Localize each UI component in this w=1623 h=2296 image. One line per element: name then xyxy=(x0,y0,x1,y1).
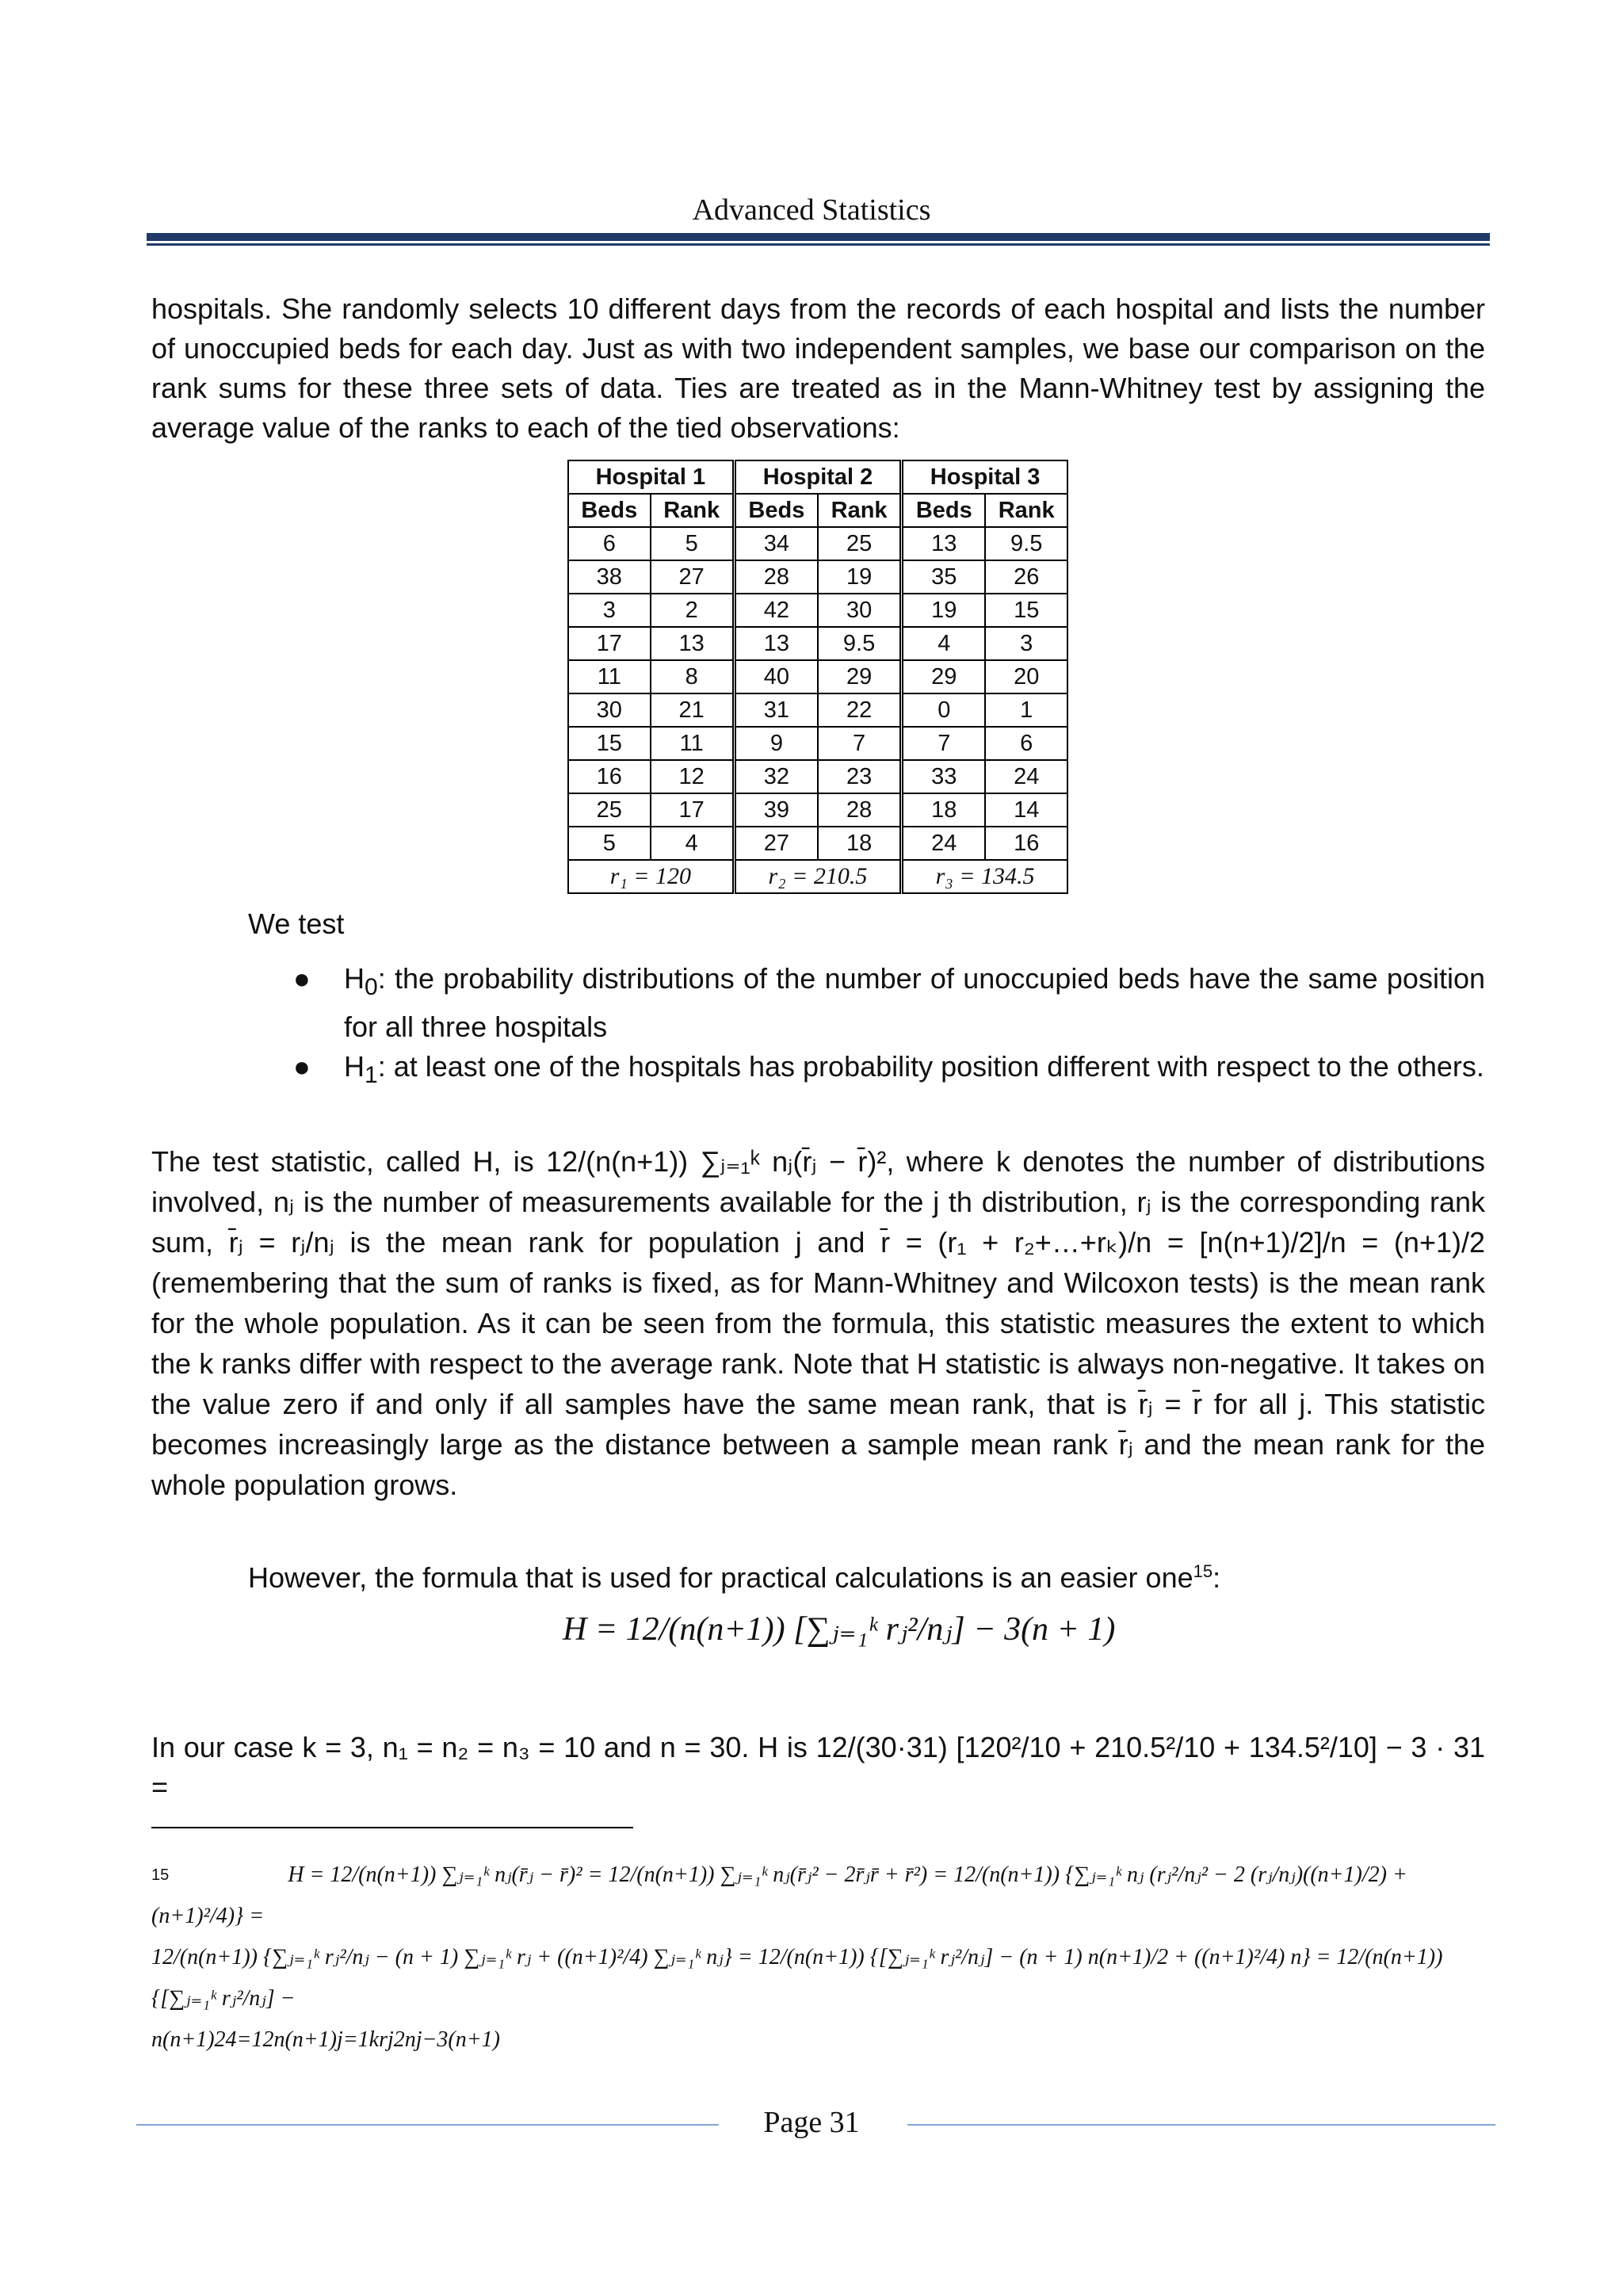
rank-sum-row xyxy=(568,860,1067,893)
table-cell: 31 xyxy=(734,693,818,727)
col-header: Rank xyxy=(818,494,902,527)
table-cell: 7 xyxy=(818,727,902,760)
table-cell: 13 xyxy=(651,627,735,660)
table-cell: 3 xyxy=(985,627,1067,660)
header-rule-thin xyxy=(147,243,1490,246)
table-cell: 11 xyxy=(651,727,735,760)
table-cell: 4 xyxy=(651,827,735,860)
page-number: Page 31 xyxy=(763,2106,860,2139)
table-cell: 17 xyxy=(651,793,735,827)
table-cell: 25 xyxy=(818,527,902,560)
table-cell: 29 xyxy=(902,660,986,693)
table-cell: 0 xyxy=(902,693,986,727)
table-cell: 27 xyxy=(734,827,818,860)
table-cell: 8 xyxy=(651,660,735,693)
table-cell: 25 xyxy=(568,793,651,827)
intro-paragraph: hospitals. She randomly selects 10 different days from the records of each hospital and lists the number of unoccupied beds for each day. Just as with two independent samples, we base our comparison on the rank sums for these three sets of data. Ties are treated as in the Mann-Whitney test by assigning the average value of the ranks to each of the tied observations: xyxy=(151,292,1485,444)
table-cell: 18 xyxy=(818,827,902,860)
table-cell: 39 xyxy=(734,793,818,827)
table-cell: 14 xyxy=(985,793,1067,827)
h-formula: H = 12/(n(n+1)) [∑ⱼ₌₁ᵏ rⱼ²/nⱼ] − 3(n + 1) xyxy=(563,1611,1116,1648)
group-hospital-1: Hospital 1 xyxy=(568,460,734,494)
col-header: Rank xyxy=(651,494,735,527)
table-cell: 9 xyxy=(734,727,818,760)
table-row xyxy=(568,793,1067,827)
table-row xyxy=(568,594,1067,627)
col-header: Beds xyxy=(568,494,651,527)
ranks-table xyxy=(567,460,1068,894)
header-rule xyxy=(147,233,1490,241)
table-cell: 19 xyxy=(902,594,986,627)
table-subheader-row xyxy=(568,494,1067,527)
table-cell: 6 xyxy=(985,727,1067,760)
footnote-line-2: 12/(n(n+1)) {∑ⱼ₌₁ᵏ rⱼ²/nⱼ − (n + 1) ∑ⱼ₌₁ᵏ rⱼ + ((n+1)²/4) ∑ⱼ₌₁ᵏ nⱼ} = 12/(n(n+1)) {[∑ⱼ₌₁ᵏ rⱼ²/nⱼ] − (n + 1) n(n+1)/2 + ((n+1)²/4) n} = 12/(n(n+1)) {[∑ⱼ₌₁ᵏ rⱼ²/nⱼ] − xyxy=(151,1945,1443,2011)
table-cell: 21 xyxy=(651,693,735,727)
table-row xyxy=(568,827,1067,860)
table-cell: 1 xyxy=(985,693,1067,727)
table-cell: 2 xyxy=(651,594,735,627)
table-cell: 4 xyxy=(902,627,986,660)
table-cell: 34 xyxy=(734,527,818,560)
table-cell: 28 xyxy=(818,793,902,827)
table-row xyxy=(568,527,1067,560)
footnote-ref: 15 xyxy=(1193,1561,1213,1581)
table-cell: 20 xyxy=(985,660,1067,693)
footnote-15 xyxy=(151,1855,1485,2061)
rank-sum-1: r₁ = 120 xyxy=(568,860,734,893)
table-cell: 11 xyxy=(568,660,651,693)
footnote-number: 15 xyxy=(151,1866,170,1884)
table-cell: 13 xyxy=(734,627,818,660)
calculation-paragraph: In our case k = 3, n₁ = n₂ = n₃ = 10 and n = 30. H is 12/(30·31) [120²/10 + 210.5²/10 + 134.5²/10] − 3 · 31 = xyxy=(151,1731,1485,1803)
table-row xyxy=(568,627,1067,660)
footnote-line-1: $^{15}$ H = 12/(n(n+1)) ∑ⱼ₌₁ᵏ nⱼ(r̄ⱼ − r̄)² = 12/(n(n+1)) ∑ⱼ₌₁ᵏ nⱼ(r̄ⱼ² − 2r̄ⱼr̄ + r̄²) = 12/(n(n+1)) {∑ⱼ₌₁ᵏ nⱼ (rⱼ²/nⱼ² − 2 (rⱼ/nⱼ)((n+1)/2) + (n+1)²/4)} = xyxy=(151,1862,1407,1928)
table-row xyxy=(568,560,1067,594)
table-cell: 5 xyxy=(651,527,735,560)
table-cell: 15 xyxy=(568,727,651,760)
table-cell: 15 xyxy=(985,594,1067,627)
hypothesis-h0: ● $H_0$: the probability distributions of the number of unoccupied beds have the same position for all three hospitals xyxy=(293,959,1485,1047)
hypotheses-list xyxy=(293,959,1485,1095)
col-header: Beds xyxy=(902,494,986,527)
running-header: Advanced Statistics xyxy=(692,193,931,227)
bullet-icon: ● xyxy=(293,1050,311,1083)
rank-sum-3: r₃ = 134.5 xyxy=(902,860,1067,893)
statistic-paragraph: The test statistic, called H, is 12/(n(n+1)) ∑ⱼ₌₁ᵏ nⱼ(r̄ⱼ − r̄)², where k denotes the number of distributions involved, nⱼ is the number of measurements available for the j th distribution, rⱼ is the corresponding rank sum, r̄ⱼ = rⱼ/nⱼ is the mean rank for population j and r̄ = (r₁ + r₂+…+rₖ)/n = [n(n+1)/2]/n = (n+1)/2 (remembering that the sum of ranks is fixed, as for Mann-Whitney and Wilcoxon tests) is the mean rank for the whole population. As it can be seen from the formula, this statistic measures the extent to which the k ranks differ with respect to the average rank. Note that H statistic is always non-negative. It takes on the value zero if and only if all samples have the same mean rank, that is r̄ⱼ = r̄ for all j. This statistic becomes increasingly large as the distance between a sample mean rank r̄ⱼ and the mean rank for the whole population grows. xyxy=(151,1145,1485,1501)
table-cell: 16 xyxy=(985,827,1067,860)
rank-sum-2: r₂ = 210.5 xyxy=(734,860,901,893)
table-row xyxy=(568,660,1067,693)
col-header: Rank xyxy=(985,494,1067,527)
table-cell: 24 xyxy=(985,760,1067,793)
table-group-row xyxy=(568,460,1067,494)
table-cell: 40 xyxy=(734,660,818,693)
table-cell: 35 xyxy=(902,560,986,594)
hypothesis-h1: ● $H_1$: at least one of the hospitals has probability position different with respect to the others. xyxy=(293,1047,1485,1095)
footnote-rule xyxy=(151,1827,633,1828)
table-cell: 7 xyxy=(902,727,986,760)
table-cell: 24 xyxy=(902,827,986,860)
bullet-icon: ● xyxy=(293,962,311,995)
table-cell: 5 xyxy=(568,827,651,860)
table-cell: 13 xyxy=(902,527,986,560)
table-cell: 32 xyxy=(734,760,818,793)
table-cell: 33 xyxy=(902,760,986,793)
table-cell: 17 xyxy=(568,627,651,660)
table-row xyxy=(568,727,1067,760)
table-cell: 23 xyxy=(818,760,902,793)
table-row xyxy=(568,693,1067,727)
table-cell: 3 xyxy=(568,594,651,627)
table-cell: 22 xyxy=(818,693,902,727)
table-cell: 16 xyxy=(568,760,651,793)
table-cell: 29 xyxy=(818,660,902,693)
footnote-line-3: n(n+1)24=12n(n+1)j=1krj2nj−3(n+1) xyxy=(151,2027,500,2052)
we-test-label: We test xyxy=(248,907,345,940)
group-hospital-2: Hospital 2 xyxy=(734,460,901,494)
practical-formula-paragraph: However, the formula that is used for practical calculations is an easier one$^{15}$: xyxy=(248,1561,1221,1594)
table-cell: 27 xyxy=(651,560,735,594)
table-cell: 26 xyxy=(985,560,1067,594)
table-cell: 42 xyxy=(734,594,818,627)
group-hospital-3: Hospital 3 xyxy=(902,460,1067,494)
table-cell: 30 xyxy=(568,693,651,727)
table-cell: 30 xyxy=(818,594,902,627)
table-cell: 38 xyxy=(568,560,651,594)
footer-rule-right xyxy=(907,2124,1495,2126)
table-cell: 12 xyxy=(651,760,735,793)
col-header: Beds xyxy=(734,494,818,527)
table-cell: 9.5 xyxy=(818,627,902,660)
table-cell: 28 xyxy=(734,560,818,594)
table-cell: 19 xyxy=(818,560,902,594)
table-cell: 6 xyxy=(568,527,651,560)
table-cell: 18 xyxy=(902,793,986,827)
table-cell: 9.5 xyxy=(985,527,1067,560)
table-row xyxy=(568,760,1067,793)
table-body xyxy=(568,527,1067,860)
